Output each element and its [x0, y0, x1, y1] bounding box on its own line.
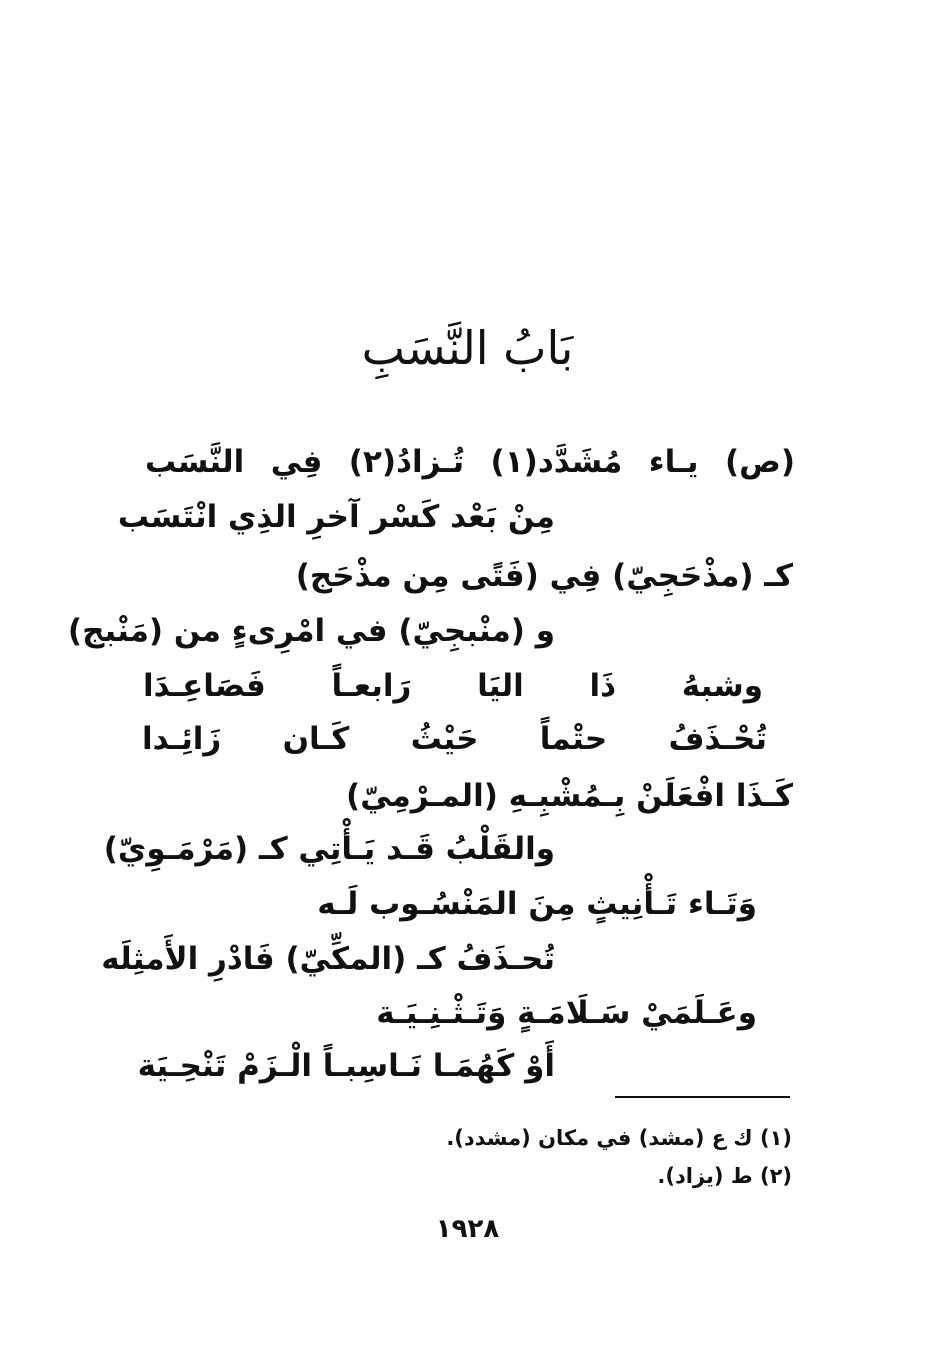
verse-line: وعَـلَمَيْ سَـلَامَـةٍ وَتَـثْـنِـيَـة: [376, 995, 757, 1031]
footnote: (١) ك ع (مشد) في مكان (مشدد).: [446, 1126, 792, 1150]
chapter-title: بَابُ النَّسَبِ: [361, 321, 574, 375]
footnote: (٢) ط (يزاد).: [657, 1164, 792, 1188]
verse-line: و (منْبجِيّ) في امْرِىءٍ من (مَنْبج): [67, 613, 555, 649]
verse-line: تُحـذَفُ كـ (المكِّيّ) فَادْرِ الأَمثِلَه: [101, 941, 555, 977]
verse-line: والقَلْبُ قَـد يَـأْتِي كـ (مَرْمَـوِيّ): [103, 831, 555, 867]
verse-line: كـ (مذْحَجِيّ) فِي (فَتًى مِن مذْحَج): [295, 558, 793, 594]
footnote-divider: [615, 1096, 790, 1098]
verse-line: مِنْ بَعْد كَسْر آخرِ الذِي انْتَسَب: [117, 499, 555, 535]
verse-line: تُحْـذَفُ حتْماً حَيْثُ كَـان زَائِـدا: [142, 721, 767, 757]
verse-line: أَوْ كَهُمَـا نَـاسِبـاً الْـزَمْ تَنْحِـيَة: [137, 1048, 555, 1084]
verse-line: وَتَـاء تَـأْنِيثٍ مِنَ المَنْسُـوب لَـه: [317, 886, 757, 922]
page-number: ١٩٢٨: [435, 1214, 500, 1244]
verse-line: كَـذَا افْعَلَنْ بِـمُشْبِـهِ (المـرْمِيّ): [346, 778, 793, 814]
verse-line: (ص) يـاء مُشَدَّد(١) تُـزادُ(٢) فِي النَّسَب: [145, 444, 795, 480]
verse-line: وشبهُ ذَا اليَا رَابعـاً فَصَاعِـدَا: [143, 668, 763, 704]
